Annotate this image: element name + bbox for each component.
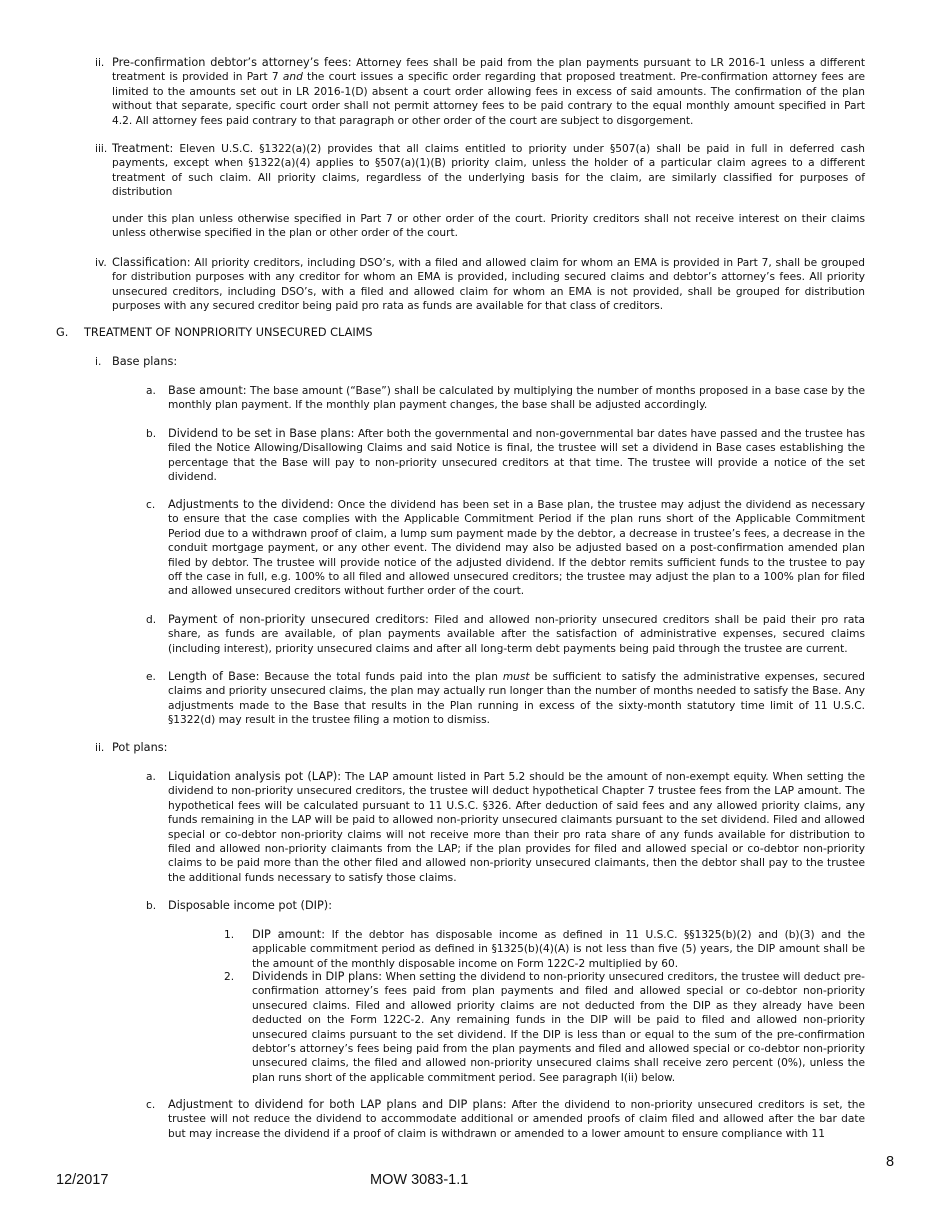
item-text: The LAP amount listed in Part 5.2 should be the amount of non-exempt equity. When setting the dividend to non-priority unsecured creditors, the trustee will deduct hypothetical Chapter 7 trustee fees from the LAP amount. The hypothetical fees will be calculated pursuant to 11 U.S.C. §326. After deduction of said fees and any allowed priority claims, any funds remaining in the LAP will be paid to allowed non-priority unsecured claimants pursuant to the set dividend. Filed and allowed special or co-debtor non-priority claims will not receive more than their pro rata share of any funds available for distribution to filed and allowed non-priority claimants from the LAP; if the plan provides for filed and allowed special or co-debtor non-priority claims to be paid more than the other filed and allowed non-priority unsecured claimants, then the debtor shall pay to the trustee the additional funds necessary to satisfy those claims. [168, 771, 865, 884]
item-marker: 1. [224, 929, 235, 941]
section-heading: TREATMENT OF NONPRIORITY UNSECURED CLAIMS [84, 326, 373, 339]
item-text: The base amount (“Base”) shall be calculated by multiplying the number of months proposed in a base case by the monthly plan payment. If the monthly plan payment changes, the base shall be adjusted accordingly. [168, 385, 866, 412]
item-marker: b. [146, 900, 157, 912]
classification-paragraph [112, 256, 865, 314]
base-amount-paragraph [168, 384, 865, 413]
subsection-marker: ii. [95, 742, 105, 754]
page-number: 8 [886, 1154, 895, 1170]
item-title: Treatment: [112, 142, 174, 155]
item-title: Dividend to be set in Base plans: [168, 427, 355, 440]
footer-form-number: MOW 3083-1.1 [370, 1172, 469, 1188]
dividend-adjustments-paragraph [168, 498, 865, 599]
item-text: Filed and allowed non-priority unsecured creditors shall be paid their pro rata share, as funds are available, of plan payments available after the satisfaction of administrative expenses, secured claims (including interest), priority unsecured claims and after all long-term debt payments being paid through the trustee are current. [168, 614, 865, 655]
item-text: the court issues a specific order regarding that proposed treatment. Pre-confirmation attorney fees are limited to the amounts set out in LR 2016-1(D) absent a court order allowing fees in excess of said amounts. The confirmation of the plan without that separate, specific court order shall not permit attorney fees to be paid contrary to the equal monthly amount specified in Part 4.2. All attorney fees paid contrary to that paragraph or other order of the court are subject to disgorgement. [112, 71, 865, 127]
dividend-adjustment-paragraph [168, 1098, 865, 1141]
item-title: DIP amount: [252, 928, 326, 941]
item-marker: 2. [224, 971, 235, 983]
item-title: Length of Base: [168, 670, 260, 683]
item-title: Base amount: [168, 384, 247, 397]
item-title: Payment of non-priority unsecured creditors: [168, 613, 429, 626]
item-marker: ii. [95, 57, 105, 69]
item-text: Once the dividend has been set in a Base plan, the trustee may adjust the dividend as necessary to ensure that the case complies with the Applicable Commitment Period if the plan runs short of the Applicable Commitment Period due to a withdrawn proof of claim, a lump sum payment made by the debtor, a decrease in trustee’s fees, a decrease in the conduit mortgage payment, or any other event. The dividend may also be adjusted based on a post-confirmation amended plan filed by debtor. The trustee will provide notice of the adjusted dividend. If the debtor remits sufficient funds to the trustee to pay off the case in full, e.g. 100% to all filed and allowed unsecured creditors; the trustee may adjust the plan to a 100% plan for filed and allowed unsecured creditors without further order of the court. [168, 499, 865, 598]
item-title: Pre-confirmation debtor’s attorney’s fees: [112, 56, 352, 69]
dividend-set-paragraph [168, 427, 865, 485]
item-text: All priority creditors, including DSO’s, with a filed and allowed claim for whom an EMA is provided in Part 7, shall be grouped for distribution purposes with any creditor for whom an EMA is provided, including secured claims and debtor’s attorney’s fees. All priority unsecured creditors, including DSO’s, with a filed and allowed claim for whom an EMA is not provided, shall be grouped for distribution purposes with any secured creditor being paid pro rata as funds are available for that class of creditors. [112, 257, 865, 313]
item-text: When setting the dividend to non-priority unsecured creditors, the trustee will deduct pre-confirmation attorney’s fees paid from plan payments and filed and allowed special or co-debtor non-priority unsecured claims. Filed and allowed priority claims are not deducted from the DIP as they already have been deducted on the Form 122C-2. Any remaining funds in the DIP will be paid to filed and allowed non-priority unsecured claims pursuant to the set dividend. If the DIP is less than or equal to the sum of the pre-confirmation debtor’s attorney’s fees being paid from the plan payments and filed and allowed special or co-debtor non-priority unsecured claims, the filed and allowed non-priority unsecured claims shall receive zero percent (0%), unless the plan runs short of the applicable commitment period. See paragraph I(ii) below. [252, 971, 865, 1084]
item-text: Attorney fees shall be paid from the plan payments pursuant to LR 2016-1 unless a different treatment is provided in Part 7 [112, 57, 865, 84]
item-marker: c. [146, 499, 156, 511]
item-text: Because the total funds paid into the plan [259, 671, 503, 683]
footer-date: 12/2017 [56, 1172, 109, 1188]
item-emphasis: and [282, 71, 303, 84]
item-marker: a. [146, 771, 156, 783]
item-marker: c. [146, 1099, 156, 1111]
item-marker: b. [146, 428, 157, 440]
item-text: be sufficient to satisfy the administrative expenses, secured claims and priority unsecured claims, the plan may actually run longer than the number of months needed to satisfy the Base. Any adjustments made to the Base that results in the Plan running in excess of the sixty-month statutory time limit of 11 U.S.C. §1322(d) may result in the trustee filing a motion to dismiss. [168, 671, 866, 727]
item-marker: d. [146, 614, 157, 626]
item-text: After both the governmental and non-governmental bar dates have passed and the trustee has filed the Notice Allowing/Disallowing Claims and said Notice is final, the trustee will set a dividend in Base cases establishing the percentage that the Base will pay to non-priority unsecured creditors at that time. The trustee will provide a notice of the set dividend. [168, 428, 865, 484]
item-emphasis: must [502, 671, 530, 683]
subsection-heading: Pot plans: [112, 741, 168, 754]
subsection-heading: Base plans: [112, 355, 178, 368]
item-text: Eleven U.S.C. §1322(a)(2) provides that all claims entitled to priority under §507(a) shall be paid in full in deferred cash payments, except when §1322(a)(4) applies to §507(a)(1)(B) priority claim, unless the holder of a particular claim agrees to a different treatment of such claim. All priority claims, regardless of the underlying basis for the claim, are similarly classified for purposes of distribution [112, 143, 865, 199]
item-title: Adjustment to dividend for both LAP plans and DIP plans: [168, 1098, 507, 1111]
item-text: If the debtor has disposable income as defined in 11 U.S.C. §§1325(b)(2) and (b)(3) and the applicable commitment period as defined in §1325(b)(4)(A) is not less than five (5) years, the DIP amount shall be the amount of the monthly disposable income on Form 122C-2 multiplied by 60. [252, 929, 865, 970]
lap-paragraph [168, 770, 865, 885]
item-marker: e. [146, 671, 156, 683]
dip-dividends-paragraph [252, 970, 865, 1085]
item-title: Liquidation analysis pot (LAP): [168, 770, 342, 783]
dip-heading: Disposable income pot (DIP): [168, 899, 332, 912]
item-marker: iii. [95, 143, 108, 155]
base-length-paragraph [168, 670, 865, 728]
subsection-marker: i. [95, 356, 102, 368]
dip-amount-paragraph [252, 928, 865, 971]
item-marker: a. [146, 385, 156, 397]
section-marker: G. [56, 326, 69, 339]
item-text: After the dividend to non-priority unsecured creditors is set, the trustee will not reduce the dividend to accommodate additional or amended proofs of claim filed and allowed after the bar date but may increase the dividend if a proof of claim is withdrawn or amended to a lower amount to ensure compliance with 11 [168, 1099, 865, 1140]
item-title: Adjustments to the dividend: [168, 498, 334, 511]
treatment-paragraph [112, 142, 865, 200]
attorney-fees-paragraph [112, 56, 865, 128]
nonpriority-payment-paragraph [168, 613, 865, 656]
treatment-continuation: under this plan unless otherwise specified in Part 7 or other order of the court. Priority creditors shall not receive interest on their claims unless otherwise specified in the plan or other order of the court. [112, 213, 865, 240]
item-marker: iv. [95, 257, 107, 269]
item-title: Dividends in DIP plans: [252, 970, 383, 983]
item-title: Classification: [112, 256, 191, 269]
